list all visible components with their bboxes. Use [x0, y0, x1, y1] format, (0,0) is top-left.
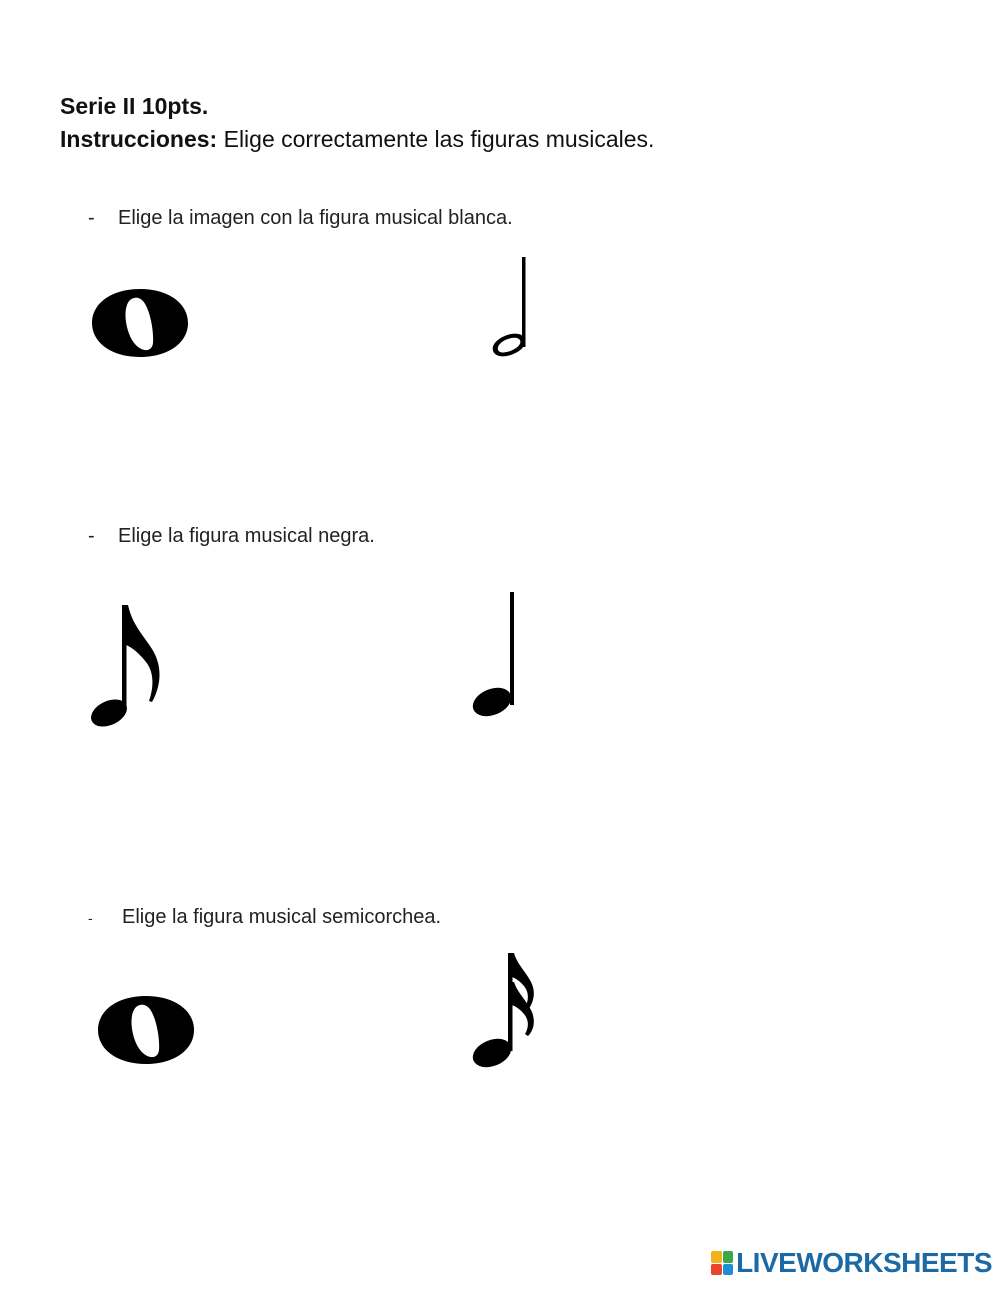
q1-option-whole-note[interactable]	[90, 285, 190, 361]
whole-note-icon	[96, 992, 196, 1068]
instructions-label: Instrucciones:	[60, 126, 218, 152]
eighth-note-icon	[88, 602, 168, 734]
question-2	[88, 523, 375, 549]
logo-badge-icon	[711, 1251, 733, 1275]
q2-option-eighth-note[interactable]	[88, 602, 168, 734]
section-title: Serie II 10pts.	[60, 93, 209, 119]
question-1	[88, 205, 513, 231]
bullet: -	[88, 525, 95, 547]
logo-text: LIVEWORKSHEETS	[736, 1247, 992, 1278]
q3-option-whole-note[interactable]	[96, 992, 196, 1068]
quarter-note-icon	[470, 590, 522, 722]
whole-note-icon	[90, 285, 190, 361]
question-2-text: Elige la figura musical negra.	[118, 525, 375, 547]
bullet: -	[88, 910, 93, 926]
q3-option-sixteenth-note[interactable]	[470, 950, 542, 1074]
q2-option-quarter-note[interactable]	[470, 590, 522, 722]
question-3	[88, 904, 441, 931]
bullet: -	[88, 207, 95, 229]
question-1-text: Elige la imagen con la figura musical blanca.	[118, 207, 513, 229]
q1-option-half-note[interactable]	[488, 255, 533, 361]
instructions	[60, 125, 654, 153]
sixteenth-note-icon	[470, 950, 542, 1074]
half-note-icon	[488, 255, 533, 361]
instructions-text: Elige correctamente las figuras musicales.	[217, 126, 655, 152]
liveworksheets-logo	[711, 1248, 992, 1278]
question-3-text: Elige la figura musical semicorchea.	[122, 906, 442, 928]
